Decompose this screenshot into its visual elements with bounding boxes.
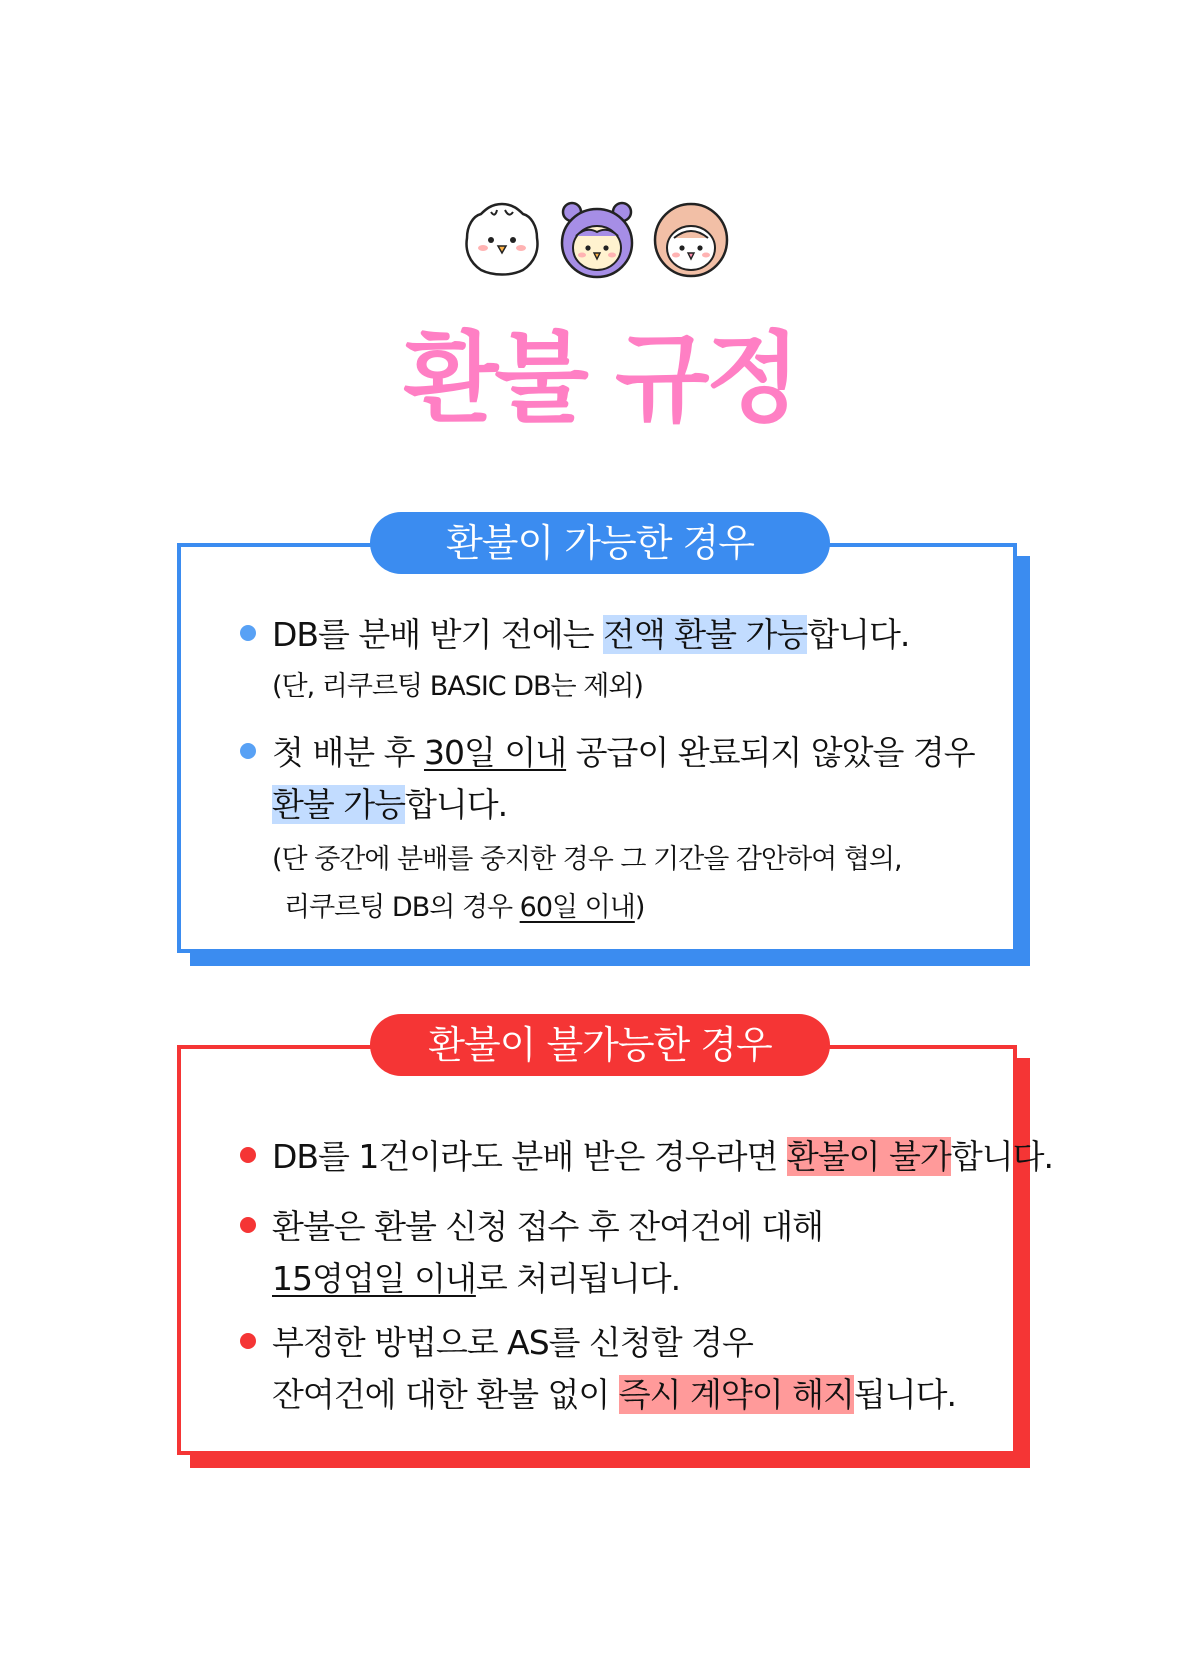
text: 합니다. [807, 615, 910, 654]
text: 첫 배분 후 [272, 733, 424, 772]
refundable-item1-note: (단, 리쿠르팅 BASIC DB는 제외) [272, 671, 643, 702]
non-refundable-item3-line2 [272, 1369, 956, 1416]
text: 됩니다. [853, 1375, 957, 1414]
refundable-item2-note1: (단 중간에 분배를 중지한 경우 그 기간을 감안하여 협의, [272, 844, 902, 875]
highlight-text: 전액 환불 가능 [603, 615, 808, 654]
underlined-text: 15영업일 이내 [272, 1259, 476, 1298]
peach-hood-mascot-icon [650, 198, 732, 280]
non-refundable-item1-line1 [272, 1131, 1053, 1178]
refundable-item2-line2 [272, 779, 507, 826]
non-refundable-item2-line2 [272, 1253, 680, 1300]
bullet-dot-icon [240, 1217, 256, 1233]
purple-hood-mascot-icon [556, 198, 638, 280]
text: 리쿠르팅 DB의 경우 [284, 892, 520, 923]
page-title: 환불 규정 [403, 322, 797, 436]
text: ) [634, 892, 645, 923]
underlined-text: 30일 이내 [423, 733, 567, 772]
highlight-text: 환불이 불가 [786, 1137, 951, 1176]
highlight-text: 환불 가능 [272, 785, 406, 824]
refundable-heading: 환불이 가능한 경우 [370, 512, 830, 574]
non-refundable-item3-line1: 부정한 방법으로 AS를 신청할 경우 [272, 1323, 753, 1362]
highlight-text: 즉시 계약이 해지 [618, 1375, 854, 1414]
non-refundable-box [177, 1045, 1053, 1455]
refundable-item2-line1 [272, 727, 975, 774]
bullet-dot-icon [240, 1333, 256, 1349]
refundable-item1-line1 [272, 609, 909, 656]
text: 합니다. [405, 785, 508, 824]
text: DB를 1건이라도 분배 받은 경우라면 [272, 1137, 787, 1176]
refundable-item2-note2 [284, 885, 644, 924]
text: 로 처리됩니다. [475, 1259, 681, 1298]
bullet-dot-icon [240, 743, 256, 759]
bullet-dot-icon [240, 1147, 256, 1163]
white-bun-mascot-icon [461, 198, 543, 280]
text: 합니다. [950, 1137, 1053, 1176]
mascot-group [0, 198, 1200, 288]
bullet-dot-icon [240, 625, 256, 641]
text: 공급이 완료되지 않았을 경우 [566, 733, 975, 772]
text: DB를 분배 받기 전에는 [272, 615, 604, 654]
underlined-text: 60일 이내 [519, 892, 635, 923]
refundable-box [177, 543, 1017, 953]
non-refundable-heading: 환불이 불가능한 경우 [370, 1014, 830, 1076]
text: 잔여건에 대한 환불 없이 [272, 1375, 619, 1414]
non-refundable-item2-line1: 환불은 환불 신청 접수 후 잔여건에 대해 [272, 1207, 823, 1246]
